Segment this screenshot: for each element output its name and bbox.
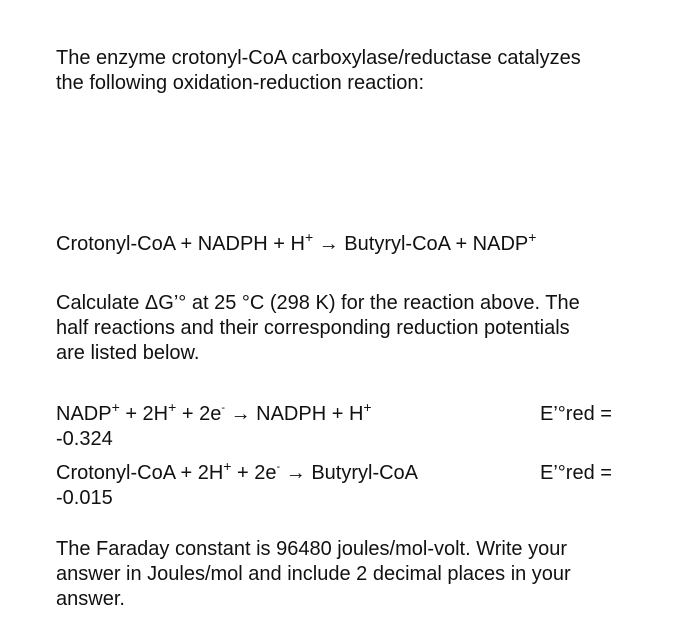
reaction-arrow: → [313, 233, 345, 255]
reaction-equation [56, 229, 537, 257]
reaction-rhs: Butyryl-CoA + NADP [344, 233, 529, 255]
reaction-lhs-charge: + [304, 229, 314, 245]
intro-line-1: The enzyme crotonyl-CoA carboxylase/reductase catalyzes [56, 47, 581, 69]
question-line-3: are listed below. [56, 342, 200, 364]
reduction-potential-label: E’°red = [540, 462, 612, 484]
closing-line-2: answer in Joules/mol and include 2 decimal places in your [56, 563, 571, 585]
half-reaction-equation: Crotonyl-CoA + 2H+ + 2e- → Butyryl-CoA [56, 458, 419, 484]
half-reaction-crotonyl [56, 458, 656, 509]
closing-line-1: The Faraday constant is 96480 joules/mol-volt. Write your [56, 538, 567, 560]
reduction-potential-label: E’°red = [540, 403, 612, 425]
intro-paragraph [56, 46, 581, 96]
half-reaction-nadp [56, 399, 656, 450]
reduction-potential-value: -0.015 [56, 487, 113, 509]
question-line-1: Calculate ΔG’° at 25 °C (298 K) for the reaction above. The [56, 292, 580, 314]
half-reaction-equation: NADP+ + 2H+ + 2e- → NADPH + H+ [56, 399, 372, 425]
reduction-potential-value: -0.324 [56, 428, 113, 450]
question-line-2: half reactions and their corresponding reduction potentials [56, 317, 570, 339]
closing-line-3: answer. [56, 588, 125, 610]
reaction-rhs-charge: + [528, 229, 537, 245]
reaction-lhs: Crotonyl-CoA + NADPH + H [56, 233, 305, 255]
closing-paragraph [56, 537, 571, 612]
question-paragraph [56, 291, 580, 366]
intro-line-2: the following oxidation-reduction reaction: [56, 72, 424, 94]
